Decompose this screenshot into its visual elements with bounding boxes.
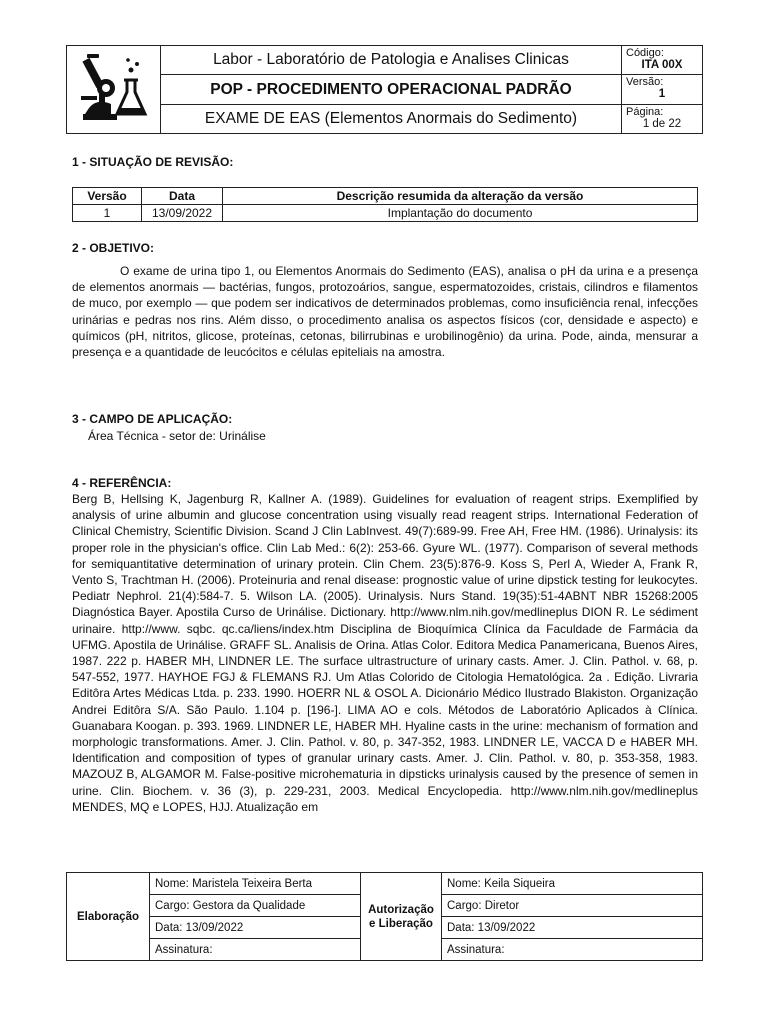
lab-logo-icon — [79, 50, 149, 124]
references-text: Berg B, Hellsing K, Jagenburg R, Kallner A. (1989). Guidelines for evaluation of reagent strips. Exemplified by analysis of urine albumin and glucose concentration using visually read reagent strips. International Federation of Clinical Chemistry, Scientific Division. Scand J Clin LabInvest. 49(7):689-99. Free AH, Free HM. (1986). Urinalysis: its proper role in the physician's office. Clin Lab Med.: 6(2): 253-66. Gyure WL. (1977). Comparison of several methods for semiquantitative determination of urinary protein. Clin Chem. 23(5):876-9. Koss S, Perl A, Wieder A, Frank R, Vento S, Trachtman H. (2006). Proteinuria and renal disease: prognostic value of urine dipstick testing for leukocytes. Pediatr Nephrol. 21(4):584-7. 5. Wilson LA. (2005). Urinalysis. Nurs Stand. 19(35):51-4ABNT NBR 15268:2005 Diagnóstica Bayer. Apostila Curso de Urinálise. Dictionary. http://www.nlm.nih.gov/medlineplus DION R. Le sédiment urinaire. http://www. sqbc. qc.ca/liens/index.htm Disciplina de Bioquímica Clínica da Faculdade de Farmácia da UFMG. Apostila de Urinálise. GRAFF SL. Analisis de Orina. Atlas Color. Editora Medica Panamericana, Buenos Aires, 1987. 222 p. HABER MH, LINDNER LE. The surface ultrastructure of urinary casts. Amer. J. Clin. Pathol. v. 68, p. 547-552, 1977. HAYHOE FGJ & FLEMANS RJ. Um Atlas Colorido de Citologia Hematológica. 2a . Edição. Livraria Editôra Artes Médicas Ltda. p. 233. 1990. HOERR NL & OSOL A. Dicionário Médico Ilustrado Blakiston. Organização Andrei Editôra S/A. São Paulo. 1.104 p. [196-]. LIMA AO e cols. Métodos de Laboratório Aplicados à Clínica. Guanabara Koogan. p. 393. 1969. LINDNER LE, HABER MH. Hyaline casts in the urine: mechanism of formation and morphologic transformations. Amer. J. Clin. Pathol. v. 80, p. 347-352, 1983. LINDNER LE, VACCA D e HABER MH. Identification and composition of types of granular urinary casts. Amer. J. Clin. Pathol. v. 80, p. 353-358, 1983. MAZOUZ B, ALGAMOR M. False-positive microhematuria in dipsticks urinalysis caused by the presence of semen in urine. Clin. Biochem. v. 36 (3), p. 229-231, 2003. Medical Encyclopedia. http://www.nlm.nih.gov/medlineplus MENDES, MQ e LOPES, HJJ. Atualização em — [72, 492, 698, 814]
table-row — [73, 205, 698, 222]
cell-date: 13/09/2022 — [142, 205, 223, 222]
auth-name: Nome: Keila Siqueira — [442, 873, 703, 895]
page-cell — [622, 105, 703, 134]
code-value: ITA 00X — [641, 59, 683, 71]
auth-signature: Assinatura: — [442, 939, 703, 961]
cell-version: 1 — [73, 205, 142, 222]
elab-role: Cargo: Gestora da Qualidade — [150, 895, 361, 917]
page-label: Página: — [626, 106, 664, 118]
version-label: Versão: — [626, 76, 664, 88]
elaboration-label: Elaboração — [67, 873, 150, 961]
lab-name: Labor - Laboratório de Patologia e Analises Clinicas — [161, 46, 622, 75]
document-header — [66, 45, 703, 134]
objective-text: O exame de urina tipo 1, ou Elementos Anormais do Sedimento (EAS), analisa o pH da urina e a presença de elementos anormais — bactérias, fungos, protozoários, sangue, espermatozoides, cristais, cilindros e filamentos de muco, por exemplo — que podem ser indicativos de determinados problemas, como insuficiência renal, infecções urinárias e pedras nos rins. Além disso, o procedimento analisa os aspectos físicos (cor, densidade e aspecto) e químicos (pH, nitritos, glicose, proteínas, cetonas, bilirrubinas e urobilinogênio) da urina. Pode, ainda, mensurar a presença e a quantidade de leucócitos e células epiteliais na amostra. — [72, 264, 698, 360]
doc-type: POP - PROCEDIMENTO OPERACIONAL PADRÃO — [161, 75, 622, 105]
col-header-version: Versão — [73, 188, 142, 205]
col-header-description: Descrição resumida da alteração da versão — [223, 188, 698, 205]
section-title-scope: 3 - CAMPO DE APLICAÇÃO: — [72, 412, 233, 426]
version-value: 1 — [658, 88, 666, 100]
elab-signature: Assinatura: — [150, 939, 361, 961]
signature-table — [66, 872, 703, 961]
auth-date: Data: 13/09/2022 — [442, 917, 703, 939]
cell-description: Implantação do documento — [223, 205, 698, 222]
col-header-date: Data — [142, 188, 223, 205]
elab-name: Nome: Maristela Teixeira Berta — [150, 873, 361, 895]
section-title-revision: 1 - SITUAÇÃO DE REVISÃO: — [72, 155, 234, 169]
exam-title: EXAME DE EAS (Elementos Anormais do Sedimento) — [161, 105, 622, 134]
logo-cell — [67, 46, 161, 134]
version-cell — [622, 75, 703, 105]
elab-date: Data: 13/09/2022 — [150, 917, 361, 939]
section-title-references: 4 - REFERÊNCIA: — [72, 476, 172, 490]
auth-role: Cargo: Diretor — [442, 895, 703, 917]
authorization-label: Autorização e Liberação — [361, 873, 442, 961]
section-title-objective: 2 - OBJETIVO: — [72, 241, 155, 255]
page-value: 1 de 22 — [642, 118, 682, 130]
code-label: Código: — [626, 47, 664, 59]
revision-table — [72, 187, 698, 222]
code-cell — [622, 46, 703, 75]
scope-text: Área Técnica - setor de: Urinálise — [88, 429, 266, 443]
